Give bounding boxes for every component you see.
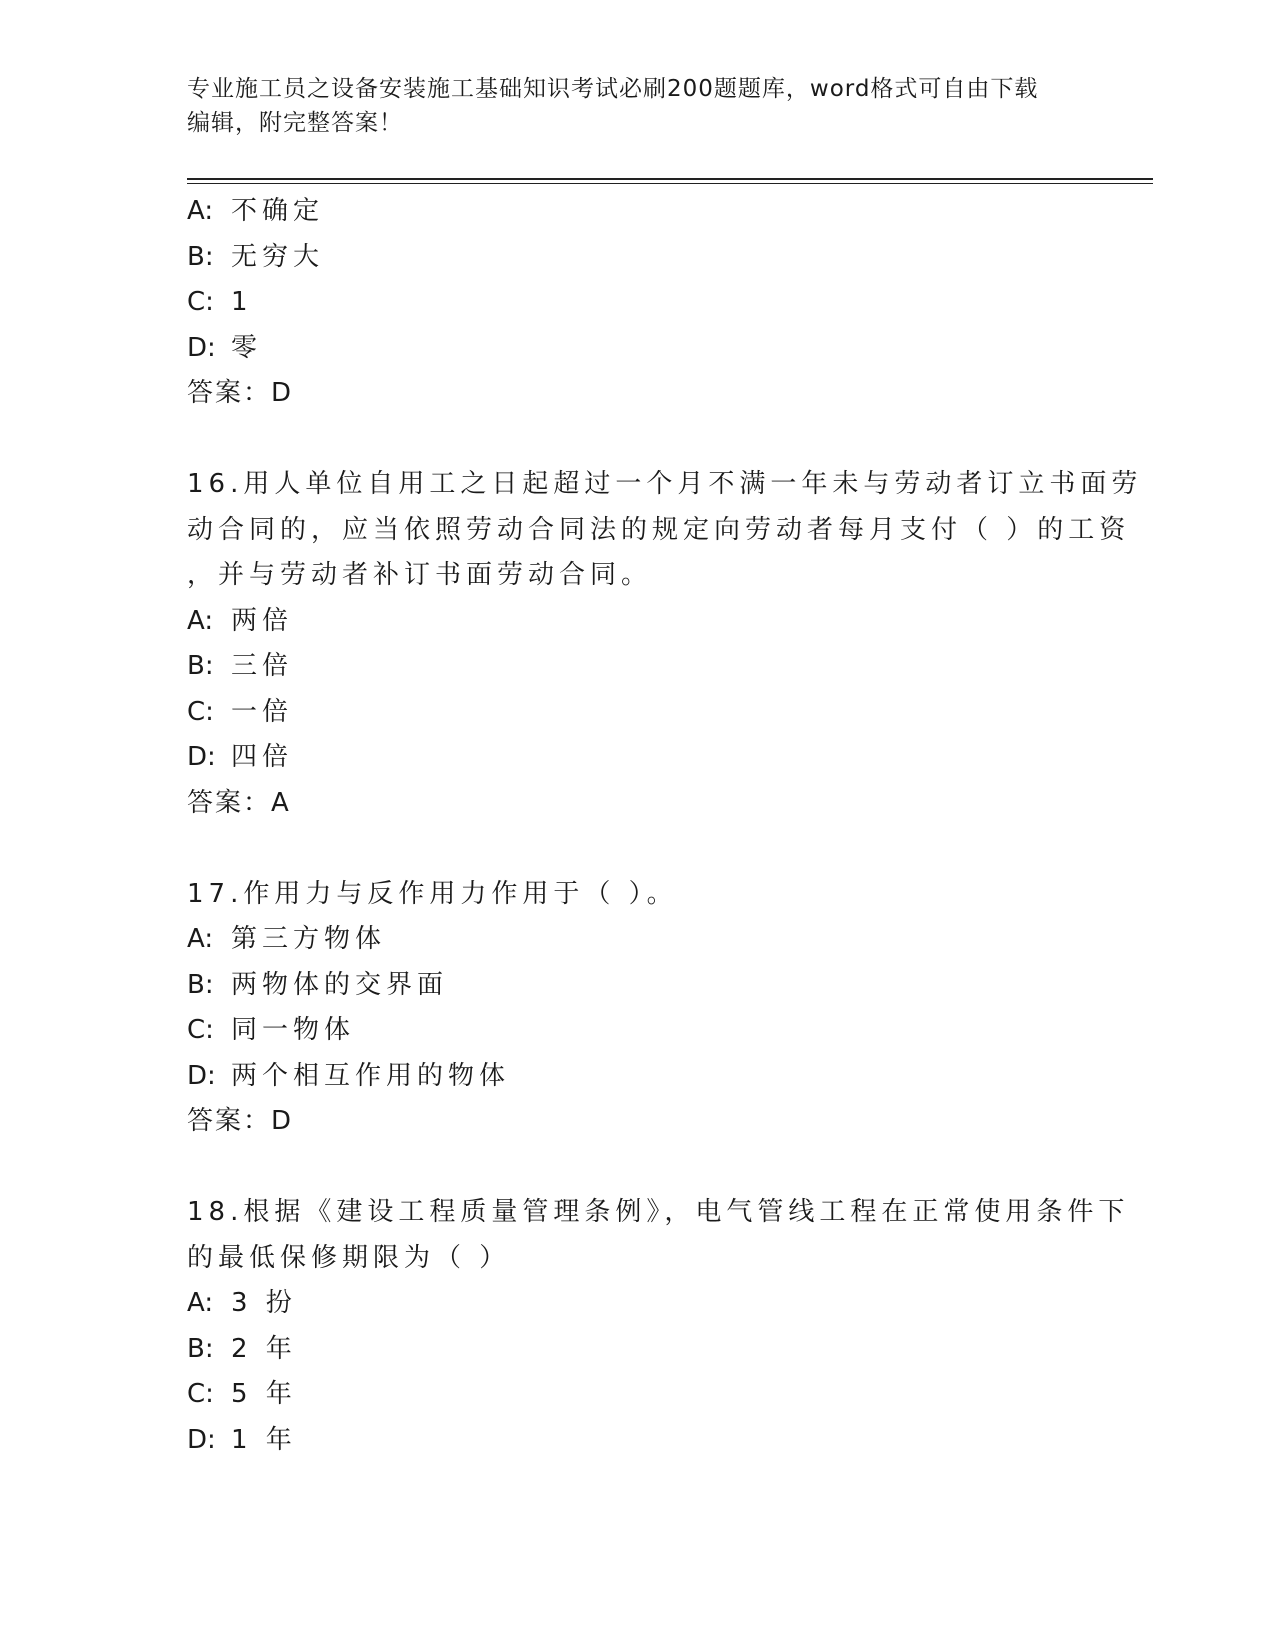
option-b: [187, 963, 1087, 1009]
document-header: [187, 72, 1087, 140]
option-text: 零: [231, 332, 263, 363]
option-b: [187, 1327, 1087, 1373]
option-key: A:: [187, 196, 214, 226]
option-c: [187, 1372, 1087, 1418]
answer-line: 答案：D: [187, 1106, 294, 1136]
option-key: D:: [187, 1424, 216, 1455]
option-a: [187, 1281, 1087, 1327]
option-text: 1: [231, 287, 253, 317]
header-divider-thin: [187, 183, 1153, 184]
option-key: D:: [187, 332, 216, 363]
option-key: B:: [187, 241, 214, 272]
option-key: D:: [187, 742, 216, 772]
option-d: [187, 1054, 1087, 1100]
spacer: [187, 826, 1087, 872]
question-text-line: 16.用人单位自用工之日起超过一个月不满一年未与劳动者订立书面劳: [187, 469, 1143, 499]
option-text: 3 扮: [231, 1288, 297, 1318]
option-text: 一倍: [231, 696, 294, 727]
option-key: A:: [187, 924, 214, 954]
question-17: [187, 872, 1087, 1145]
question-18: [187, 1190, 1130, 1463]
option-b: [187, 644, 1087, 690]
answer-line: 答案：A: [187, 787, 291, 818]
option-key: C:: [187, 1379, 214, 1409]
question-text-line: 18.根据《建设工程质量管理条例》，电气管线工程在正常使用条件下: [187, 1197, 1130, 1227]
option-text: 1 年: [231, 1424, 297, 1455]
option-key: A:: [187, 605, 214, 636]
option-text: 两个相互作用的物体: [231, 1060, 511, 1091]
option-c: [187, 280, 1087, 326]
question-text-line: ，并与劳动者补订书面劳动合同。: [187, 560, 653, 590]
option-key: C:: [187, 287, 214, 317]
option-d: [187, 735, 1087, 781]
option-key: A:: [187, 1288, 214, 1318]
question-15: [187, 189, 1087, 417]
option-c: [187, 690, 1087, 736]
option-text: 两物体的交界面: [231, 969, 449, 1000]
option-key: B:: [187, 1333, 214, 1364]
header-title-line-1: 专业施工员之设备安装施工基础知识考试必刷200题题库，word格式可自由下载: [187, 76, 1039, 102]
option-text: 两倍: [231, 605, 294, 636]
question-text-line: 17.作用力与反作用力作用于（ ）。: [187, 878, 678, 909]
option-key: C:: [187, 696, 214, 727]
spacer: [187, 1145, 1087, 1191]
option-text: 四倍: [231, 742, 294, 772]
option-d: [187, 1418, 1087, 1464]
option-key: B:: [187, 651, 214, 681]
question-text-line: 动合同的，应当依照劳动合同法的规定向劳动者每月支付（ ）的工资: [187, 514, 1131, 545]
option-a: [187, 599, 1087, 645]
header-divider-thick: [187, 178, 1153, 180]
option-text: 第三方物体: [231, 924, 387, 954]
question-list: [187, 189, 1143, 1463]
option-text: 同一物体: [231, 1015, 356, 1045]
option-a: [187, 917, 1087, 963]
question-text-line: 的最低保修期限为（ ）: [187, 1242, 511, 1273]
question-16: [187, 462, 1143, 826]
spacer: [187, 417, 1087, 463]
option-a: [187, 189, 1087, 235]
option-d: [187, 326, 1087, 372]
option-c: [187, 1008, 1087, 1054]
option-text: 无穷大: [231, 241, 325, 272]
option-text: 不确定: [231, 196, 325, 226]
option-b: [187, 235, 1087, 281]
option-text: 三倍: [231, 651, 294, 681]
header-title-line-2: 编辑，附完整答案！: [187, 110, 403, 136]
option-key: C:: [187, 1015, 214, 1045]
answer-line: 答案：D: [187, 378, 294, 408]
option-text: 5 年: [231, 1379, 297, 1409]
option-key: D:: [187, 1060, 216, 1091]
option-text: 2 年: [231, 1333, 297, 1364]
option-key: B:: [187, 969, 214, 1000]
